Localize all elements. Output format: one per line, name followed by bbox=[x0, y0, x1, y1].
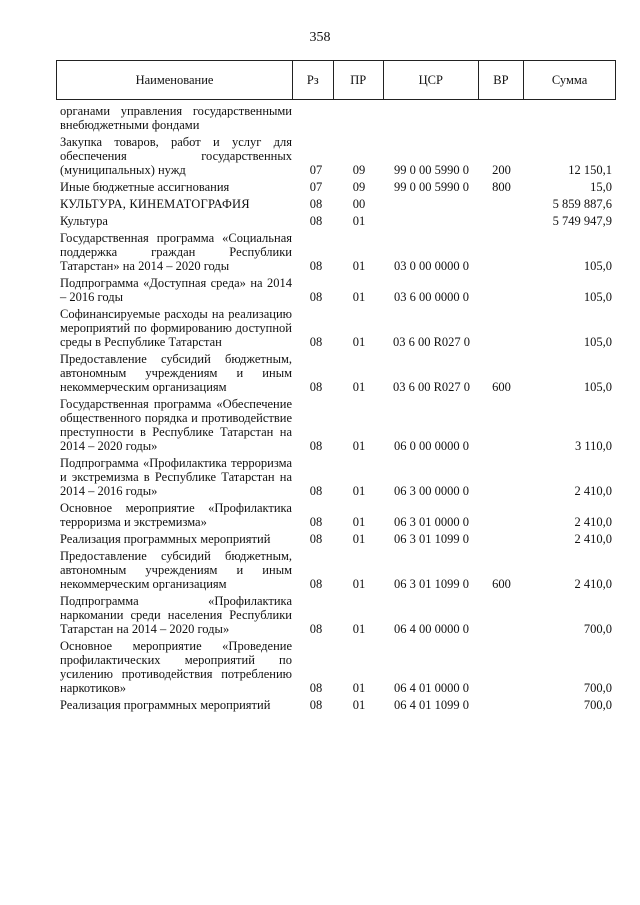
table-row bbox=[56, 135, 616, 177]
row-name: Иные бюджетные ассигнования bbox=[60, 180, 230, 194]
row-sum: 105,0 bbox=[583, 259, 612, 273]
table-row bbox=[56, 501, 616, 529]
row-sum: 2 410,0 bbox=[574, 484, 612, 498]
row-name: Закупка товаров, работ и услуг для обеспечения государственных (муниципальных) нужд bbox=[60, 135, 292, 177]
row-pr: 01 bbox=[352, 681, 366, 695]
table-row bbox=[56, 307, 616, 349]
row-rz: 07 bbox=[309, 180, 323, 194]
row-pr: 00 bbox=[352, 197, 366, 211]
header-rz: Рз bbox=[293, 61, 334, 99]
row-rz: 08 bbox=[309, 214, 323, 228]
header-sum: Сумма bbox=[524, 61, 616, 99]
table-row bbox=[56, 231, 616, 273]
row-name: Государственная программа «Обеспечение общественного порядка и противодействие преступности в Республике Татарстан на 2014 – 2020 годы» bbox=[60, 397, 292, 453]
header-csr: ЦСР bbox=[384, 61, 479, 99]
row-name: Софинансируемые расходы на реализацию мероприятий по формированию доступной среды в Республике Татарстан bbox=[60, 307, 292, 349]
row-pr: 01 bbox=[352, 290, 366, 304]
table-row bbox=[56, 197, 616, 211]
row-name: Предоставление субсидий бюджетным, автономным учреждениям и иным некоммерческим организациям bbox=[60, 352, 292, 394]
row-pr: 09 bbox=[352, 163, 366, 177]
row-csr: 06 0 00 0000 0 bbox=[394, 439, 469, 453]
row-sum: 105,0 bbox=[583, 335, 612, 349]
row-sum: 700,0 bbox=[583, 698, 612, 712]
row-pr: 01 bbox=[352, 439, 366, 453]
row-csr: 99 0 00 5990 0 bbox=[394, 180, 469, 194]
row-rz: 08 bbox=[309, 698, 323, 712]
row-rz: 08 bbox=[309, 335, 323, 349]
row-name: Основное мероприятие «Проведение профилактических мероприятий по усилению противодействия потреблению наркотиков» bbox=[60, 639, 292, 695]
row-pr: 01 bbox=[352, 380, 366, 394]
row-csr: 03 0 00 0000 0 bbox=[394, 259, 469, 273]
row-csr: 06 3 01 1099 0 bbox=[394, 577, 469, 591]
row-pr: 01 bbox=[352, 335, 366, 349]
row-sum: 2 410,0 bbox=[574, 532, 612, 546]
row-sum: 700,0 bbox=[583, 681, 612, 695]
row-csr: 03 6 00 R027 0 bbox=[392, 335, 471, 349]
row-rz: 08 bbox=[309, 439, 323, 453]
row-vr: 600 bbox=[492, 380, 511, 394]
table-row bbox=[56, 594, 616, 636]
row-csr: 06 4 01 0000 0 bbox=[394, 681, 469, 695]
row-csr: 99 0 00 5990 0 bbox=[394, 163, 469, 177]
table-row bbox=[56, 456, 616, 498]
row-sum: 2 410,0 bbox=[574, 515, 612, 529]
row-sum: 3 110,0 bbox=[574, 439, 612, 453]
row-rz: 08 bbox=[309, 532, 323, 546]
row-name: Предоставление субсидий бюджетным, автономным учреждениям и иным некоммерческим организациям bbox=[60, 549, 292, 591]
row-rz: 08 bbox=[309, 577, 323, 591]
budget-table bbox=[56, 60, 616, 715]
table-row bbox=[56, 698, 616, 712]
row-csr: 03 6 00 0000 0 bbox=[394, 290, 469, 304]
row-sum: 15,0 bbox=[590, 180, 612, 194]
row-sum: 5 749 947,9 bbox=[552, 214, 612, 228]
row-rz: 08 bbox=[309, 380, 323, 394]
row-name: Реализация программных мероприятий bbox=[60, 698, 271, 712]
row-sum: 2 410,0 bbox=[574, 577, 612, 591]
table-row bbox=[56, 397, 616, 453]
header-vr: ВР bbox=[479, 61, 524, 99]
row-name: Культура bbox=[60, 214, 108, 228]
row-rz: 08 bbox=[309, 290, 323, 304]
row-pr: 01 bbox=[352, 622, 366, 636]
table-row bbox=[56, 639, 616, 695]
row-vr: 800 bbox=[492, 180, 511, 194]
table-row bbox=[56, 276, 616, 304]
row-pr: 01 bbox=[352, 698, 366, 712]
table-row bbox=[56, 532, 616, 546]
row-name: Подпрограмма «Доступная среда» на 2014 – 2016 годы bbox=[60, 276, 292, 304]
row-csr: 06 3 00 0000 0 bbox=[394, 484, 469, 498]
row-pr: 09 bbox=[352, 180, 366, 194]
row-rz: 08 bbox=[309, 197, 323, 211]
row-rz: 08 bbox=[309, 622, 323, 636]
row-name: Подпрограмма «Профилактика терроризма и экстремизма в Республике Татарстан на 2014 – 2016 годы» bbox=[60, 456, 292, 498]
row-pr: 01 bbox=[352, 214, 366, 228]
row-csr: 03 6 00 R027 0 bbox=[392, 380, 471, 394]
row-sum: 5 859 887,6 bbox=[552, 197, 612, 211]
row-sum: 12 150,1 bbox=[568, 163, 612, 177]
page-number: 358 bbox=[309, 30, 331, 45]
row-name: Подпрограмма «Профилактика наркомании среди населения Республики Татарстан на 2014 – 2020 годы» bbox=[60, 594, 292, 636]
row-vr: 200 bbox=[492, 163, 511, 177]
row-pr: 01 bbox=[352, 259, 366, 273]
table-body bbox=[56, 104, 616, 712]
row-name: Государственная программа «Социальная поддержка граждан Республики Татарстан» на 2014 – 2020 годы bbox=[60, 231, 292, 273]
row-rz: 08 bbox=[309, 681, 323, 695]
row-rz: 07 bbox=[309, 163, 323, 177]
row-csr: 06 3 01 0000 0 bbox=[394, 515, 469, 529]
row-name: Реализация программных мероприятий bbox=[60, 532, 271, 546]
row-pr: 01 bbox=[352, 484, 366, 498]
row-rz: 08 bbox=[309, 259, 323, 273]
row-pr: 01 bbox=[352, 515, 366, 529]
header-name: Наименование bbox=[57, 61, 293, 99]
row-csr: 06 3 01 1099 0 bbox=[394, 532, 469, 546]
row-rz: 08 bbox=[309, 515, 323, 529]
row-sum: 105,0 bbox=[583, 290, 612, 304]
row-name: Основное мероприятие «Профилактика терроризма и экстремизма» bbox=[60, 501, 292, 529]
row-pr: 01 bbox=[352, 577, 366, 591]
table-row bbox=[56, 214, 616, 228]
table-row bbox=[56, 549, 616, 591]
row-name: органами управления государственными внебюджетными фондами bbox=[60, 104, 292, 132]
row-pr: 01 bbox=[352, 532, 366, 546]
row-sum: 105,0 bbox=[583, 380, 612, 394]
table-row bbox=[56, 352, 616, 394]
header-pr: ПР bbox=[334, 61, 384, 99]
table-row bbox=[56, 180, 616, 194]
table-header bbox=[56, 60, 616, 100]
row-name: КУЛЬТУРА, КИНЕМАТОГРАФИЯ bbox=[60, 197, 250, 211]
row-csr: 06 4 00 0000 0 bbox=[394, 622, 469, 636]
row-vr: 600 bbox=[492, 577, 511, 591]
row-rz: 08 bbox=[309, 484, 323, 498]
row-csr: 06 4 01 1099 0 bbox=[394, 698, 469, 712]
table-row bbox=[56, 104, 616, 132]
row-sum: 700,0 bbox=[583, 622, 612, 636]
